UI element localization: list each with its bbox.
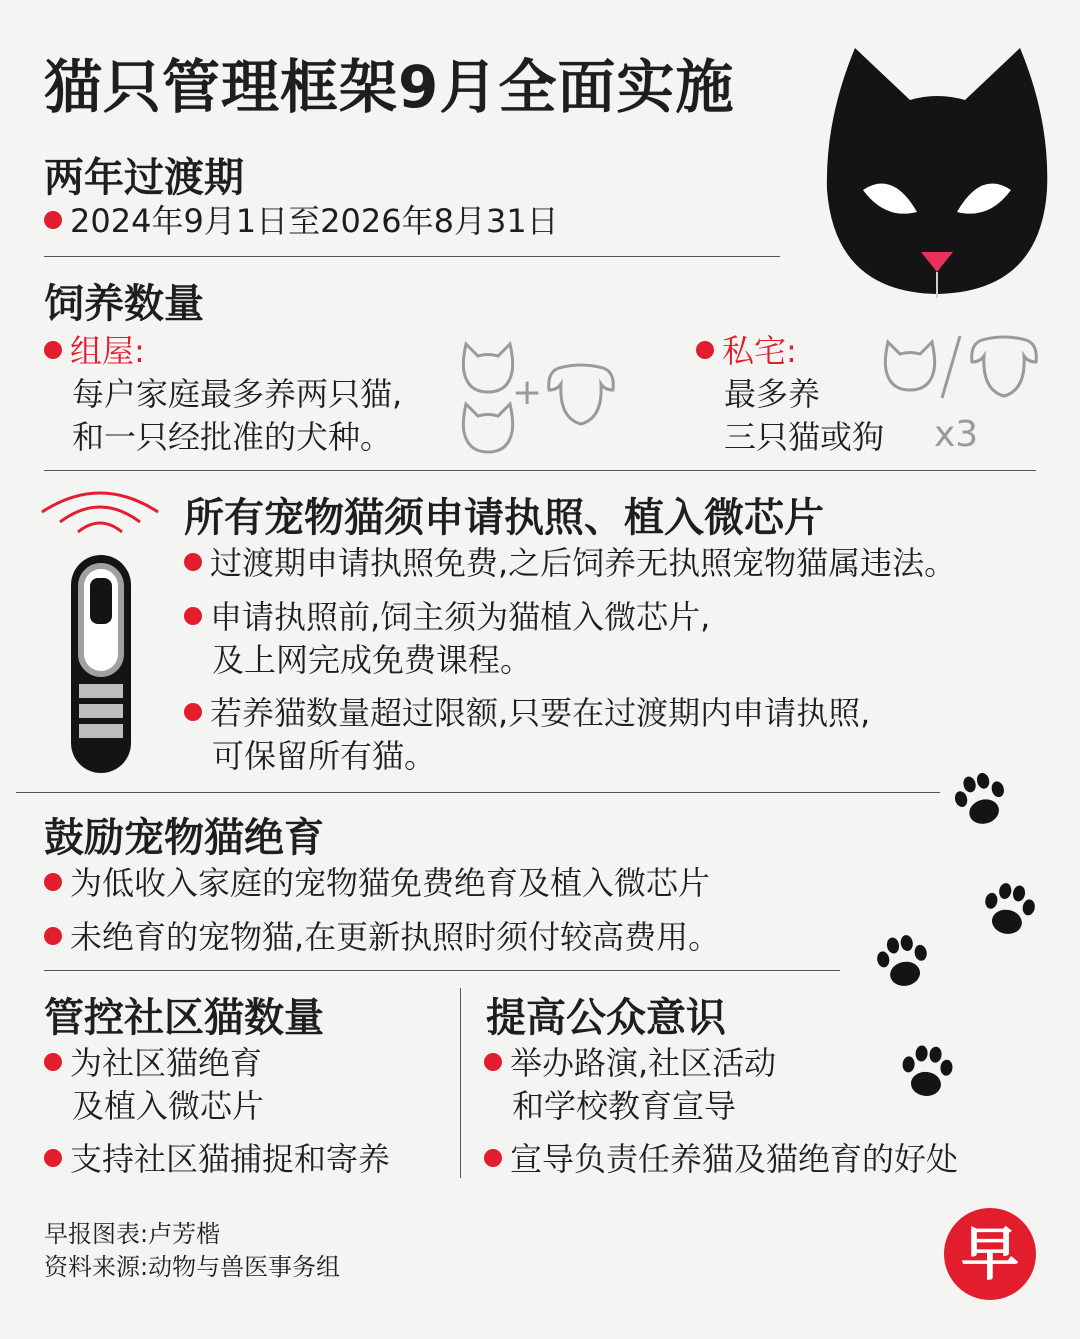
license-bullet-2 xyxy=(184,596,710,639)
sterilise-heading: 鼓励宠物猫绝育 xyxy=(44,815,324,861)
bullet-dot xyxy=(184,703,202,721)
multiplier: x3 xyxy=(934,414,979,455)
transition-heading: 两年过渡期 xyxy=(44,155,244,201)
bullet-dot xyxy=(696,341,714,359)
license-bullet-3 xyxy=(184,692,870,735)
private-line-1: 最多养 xyxy=(724,375,821,413)
awareness-heading: 提高公众意识 xyxy=(486,995,726,1041)
paw-print-icon xyxy=(978,878,1040,942)
license-bullet-3-cont: 可保留所有猫。 xyxy=(212,737,437,775)
license-bullet-1-text: 过渡期申请执照免费,之后饲养无执照宠物猫属违法。 xyxy=(210,544,957,582)
private-line-2: 三只猫或狗 xyxy=(724,418,885,456)
quota-heading: 饲养数量 xyxy=(44,281,204,327)
bullet-dot xyxy=(44,873,62,891)
sterilise-bullet-1 xyxy=(44,862,710,905)
awareness-bullet-2 xyxy=(484,1138,958,1181)
bullet-dot xyxy=(44,211,62,229)
bullet-dot xyxy=(44,1053,62,1071)
community-bullet-1-text: 为社区猫绝育 xyxy=(70,1044,263,1082)
black-cat-face-icon xyxy=(815,40,1060,310)
license-bullet-2-text: 申请执照前,饲主须为猫植入微芯片, xyxy=(210,598,711,636)
paw-print-icon xyxy=(872,930,934,994)
awareness-bullet-2-text: 宣导负责任养猫及猫绝育的好处 xyxy=(510,1140,959,1178)
hdb-label-text: 组屋: xyxy=(70,332,145,370)
community-heading: 管控社区猫数量 xyxy=(44,995,324,1041)
dog-outline-icon xyxy=(968,332,1040,402)
transition-period-text: 2024年9月1日至2026年8月31日 xyxy=(70,202,559,240)
bullet-dot xyxy=(484,1053,502,1071)
cat-outline-icon xyxy=(880,338,940,394)
community-bullet-1-cont: 及植入微芯片 xyxy=(72,1087,265,1125)
bullet-dot xyxy=(44,1149,62,1167)
hdb-line-2: 和一只经批准的犬种。 xyxy=(72,418,393,456)
bullet-dot xyxy=(484,1149,502,1167)
bullet-dot xyxy=(184,607,202,625)
microchip-icon xyxy=(68,552,134,776)
community-bullet-2-text: 支持社区猫捕捉和寄养 xyxy=(70,1140,391,1178)
dog-outline-icon xyxy=(545,360,617,430)
license-bullet-3-text: 若养猫数量超过限额,只要在过渡期内申请执照, xyxy=(210,694,871,732)
divider xyxy=(16,792,940,793)
zaobao-logo: 早 xyxy=(944,1208,1036,1300)
bullet-dot xyxy=(44,927,62,945)
license-bullet-1 xyxy=(184,542,956,585)
divider xyxy=(44,970,840,971)
credit-source: 资料来源:动物与兽医事务组 xyxy=(44,1253,341,1281)
sterilise-bullet-1-text: 为低收入家庭的宠物猫免费绝育及植入微芯片 xyxy=(70,864,711,902)
private-label-text: 私宅: xyxy=(722,332,797,370)
divider xyxy=(44,470,1036,471)
paw-print-icon xyxy=(950,768,1012,832)
page-title: 猫只管理框架9月全面实施 xyxy=(44,53,735,121)
column-divider xyxy=(460,988,461,1178)
bullet-dot xyxy=(184,553,202,571)
private-label xyxy=(696,330,797,373)
signal-waves-icon xyxy=(38,482,162,542)
license-bullet-2-cont: 及上网完成免费课程。 xyxy=(212,641,533,679)
community-bullet-1 xyxy=(44,1042,262,1085)
awareness-bullet-1 xyxy=(484,1042,776,1085)
cat-outline-icon xyxy=(458,400,518,456)
plus-sign: + xyxy=(512,372,543,413)
credit-graphic: 早报图表:卢芳楷 xyxy=(44,1220,221,1248)
sterilise-bullet-2-text: 未绝育的宠物猫,在更新执照时须付较高费用。 xyxy=(70,918,721,956)
bullet-dot xyxy=(44,341,62,359)
community-bullet-2 xyxy=(44,1138,390,1181)
sterilise-bullet-2 xyxy=(44,916,720,959)
slash-divider xyxy=(938,334,964,400)
cat-outline-icon xyxy=(458,340,518,396)
awareness-bullet-1-text: 举办路演,社区活动 xyxy=(510,1044,777,1082)
license-heading: 所有宠物猫须申请执照、植入微芯片 xyxy=(184,495,824,541)
hdb-label xyxy=(44,330,145,373)
awareness-bullet-1-cont: 和学校教育宣导 xyxy=(512,1087,737,1125)
divider xyxy=(44,256,780,257)
transition-period xyxy=(44,200,559,243)
hdb-line-1: 每户家庭最多养两只猫, xyxy=(72,375,403,413)
paw-print-icon xyxy=(896,1040,958,1104)
